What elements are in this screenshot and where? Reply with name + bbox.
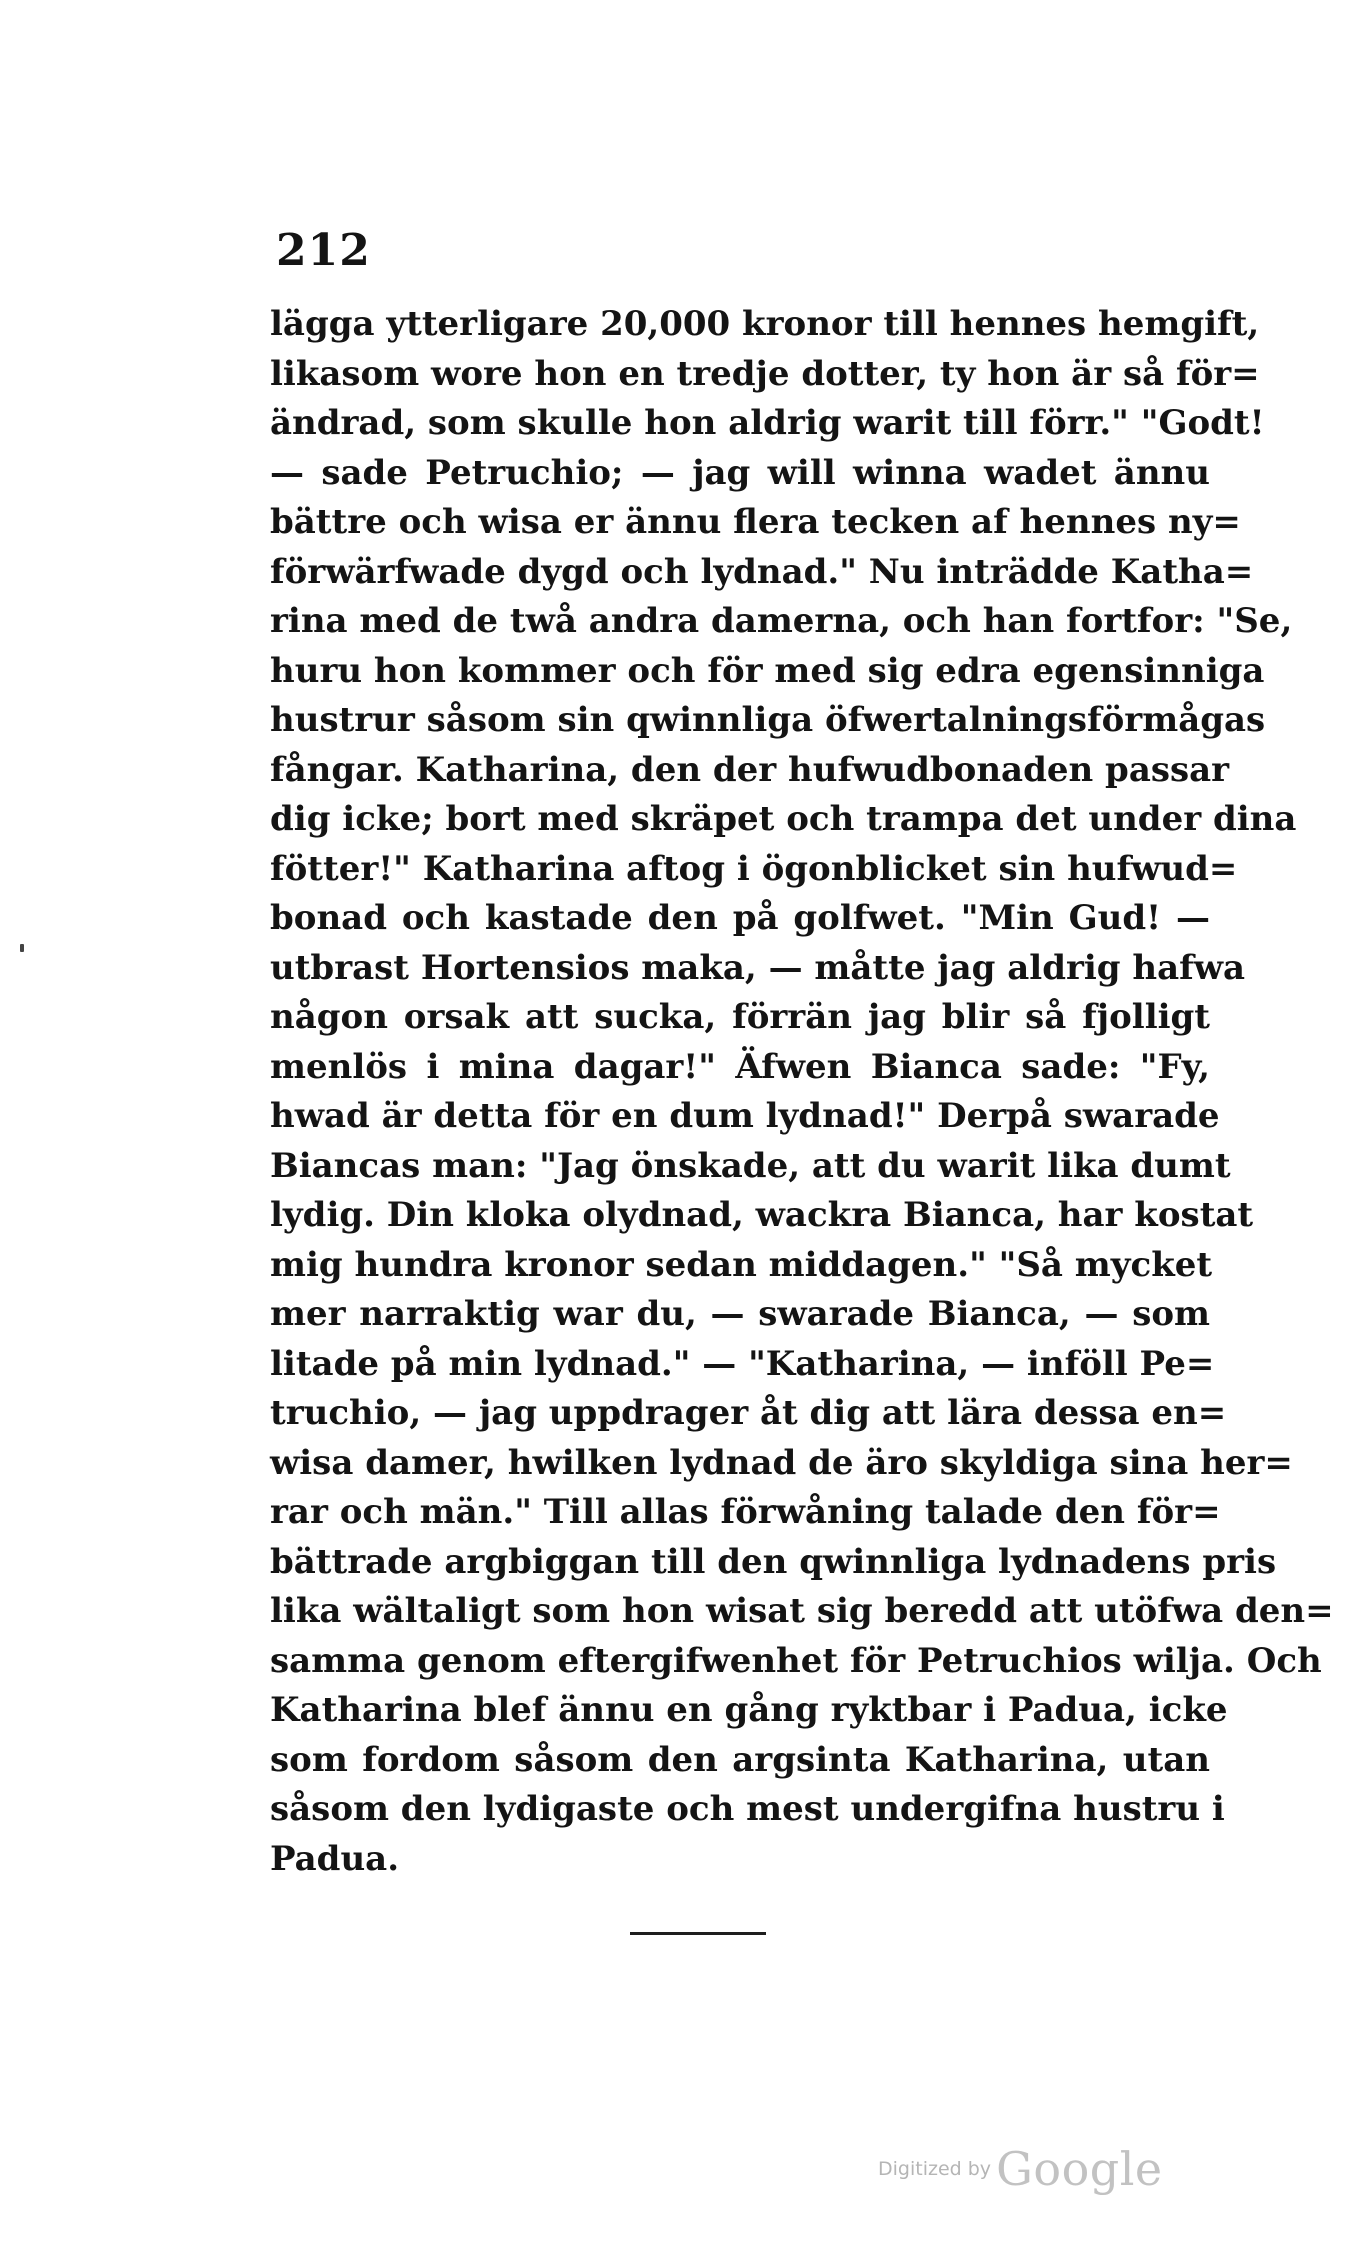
text-line: utbrast Hortensios maka, — måtte jag aldrig hafwa: [270, 947, 1246, 988]
text-line: förwärfwade dygd och lydnad." Nu inträdde Katha=: [270, 551, 1254, 592]
text-line: Biancas man: "Jag önskade, att du warit lika dumt: [270, 1145, 1231, 1186]
text-line: bättrade argbiggan till den qwinnliga lydnadens pris: [270, 1541, 1277, 1582]
text-line: hustrur såsom sin qwinnliga öfwertalningsförmågas: [270, 700, 1266, 740]
text-line: såsom den lydigaste och mest undergifna hustru i: [270, 1789, 1225, 1829]
body-text: [270, 300, 1334, 1884]
margin-mark: [20, 944, 24, 952]
text-line: lika wältaligt som hon wisat sig beredd att utöfwa den=: [270, 1591, 1334, 1631]
text-line: litade på min lydnad." — "Katharina, — inföll Pe=: [270, 1343, 1215, 1384]
text-line: dig icke; bort med skräpet och trampa det under dina: [270, 799, 1297, 839]
text-line: ändrad, som skulle hon aldrig warit till förr." "Godt!: [270, 403, 1265, 443]
text-line: hwad är detta för en dum lydnad!" Derpå swarade: [270, 1096, 1220, 1136]
text-line: fångar. Katharina, den der hufwudbonaden passar: [270, 749, 1230, 790]
page-number: 212: [276, 225, 371, 276]
text-line: likasom wore hon en tredje dotter, ty hon är så för=: [270, 353, 1260, 394]
text-line: rar och män." Till allas förwåning talade den för=: [270, 1492, 1221, 1532]
text-line: rina med de twå andra damerna, och han fortfor: "Se,: [270, 601, 1293, 641]
text-line: mer narraktig war du, — swarade Bianca, — som: [270, 1294, 1210, 1334]
text-line: huru hon kommer och för med sig edra egensinniga: [270, 650, 1265, 691]
text-line: någon orsak att sucka, förrän jag blir så fjolligt: [270, 997, 1210, 1037]
watermark-prefix: Digitized by: [878, 2158, 992, 2180]
text-line: fötter!" Katharina aftog i ögonblicket sin hufwud=: [270, 848, 1238, 889]
text-line: Padua.: [270, 1838, 400, 1879]
text-line: — sade Petruchio; — jag will winna wadet ännu: [270, 452, 1210, 493]
text-line: samma genom eftergifwenhet för Petruchios wilja. Och: [270, 1640, 1322, 1681]
text-line: mig hundra kronor sedan middagen." "Så mycket: [270, 1244, 1213, 1285]
digitized-watermark: [878, 2142, 1163, 2196]
text-line: lägga ytterligare 20,000 kronor till hennes hemgift,: [270, 304, 1260, 344]
text-line: menlös i mina dagar!" Äfwen Bianca sade: "Fy,: [270, 1046, 1210, 1087]
google-logo: Google: [996, 2142, 1163, 2196]
text-line: lydig. Din kloka olydnad, wackra Bianca, har kostat: [270, 1195, 1254, 1235]
text-line: wisa damer, hwilken lydnad de äro skyldiga sina her=: [270, 1442, 1293, 1483]
text-line: bättre och wisa er ännu flera tecken af hennes ny=: [270, 502, 1241, 542]
end-rule: [630, 1932, 766, 1935]
text-line: truchio, — jag uppdrager åt dig att lära dessa en=: [270, 1393, 1227, 1433]
text-line: bonad och kastade den på golfwet. "Min Gud! —: [270, 898, 1210, 938]
text-line: som fordom såsom den argsinta Katharina, utan: [270, 1739, 1210, 1780]
text-line: Katharina blef ännu en gång ryktbar i Padua, icke: [270, 1690, 1228, 1730]
